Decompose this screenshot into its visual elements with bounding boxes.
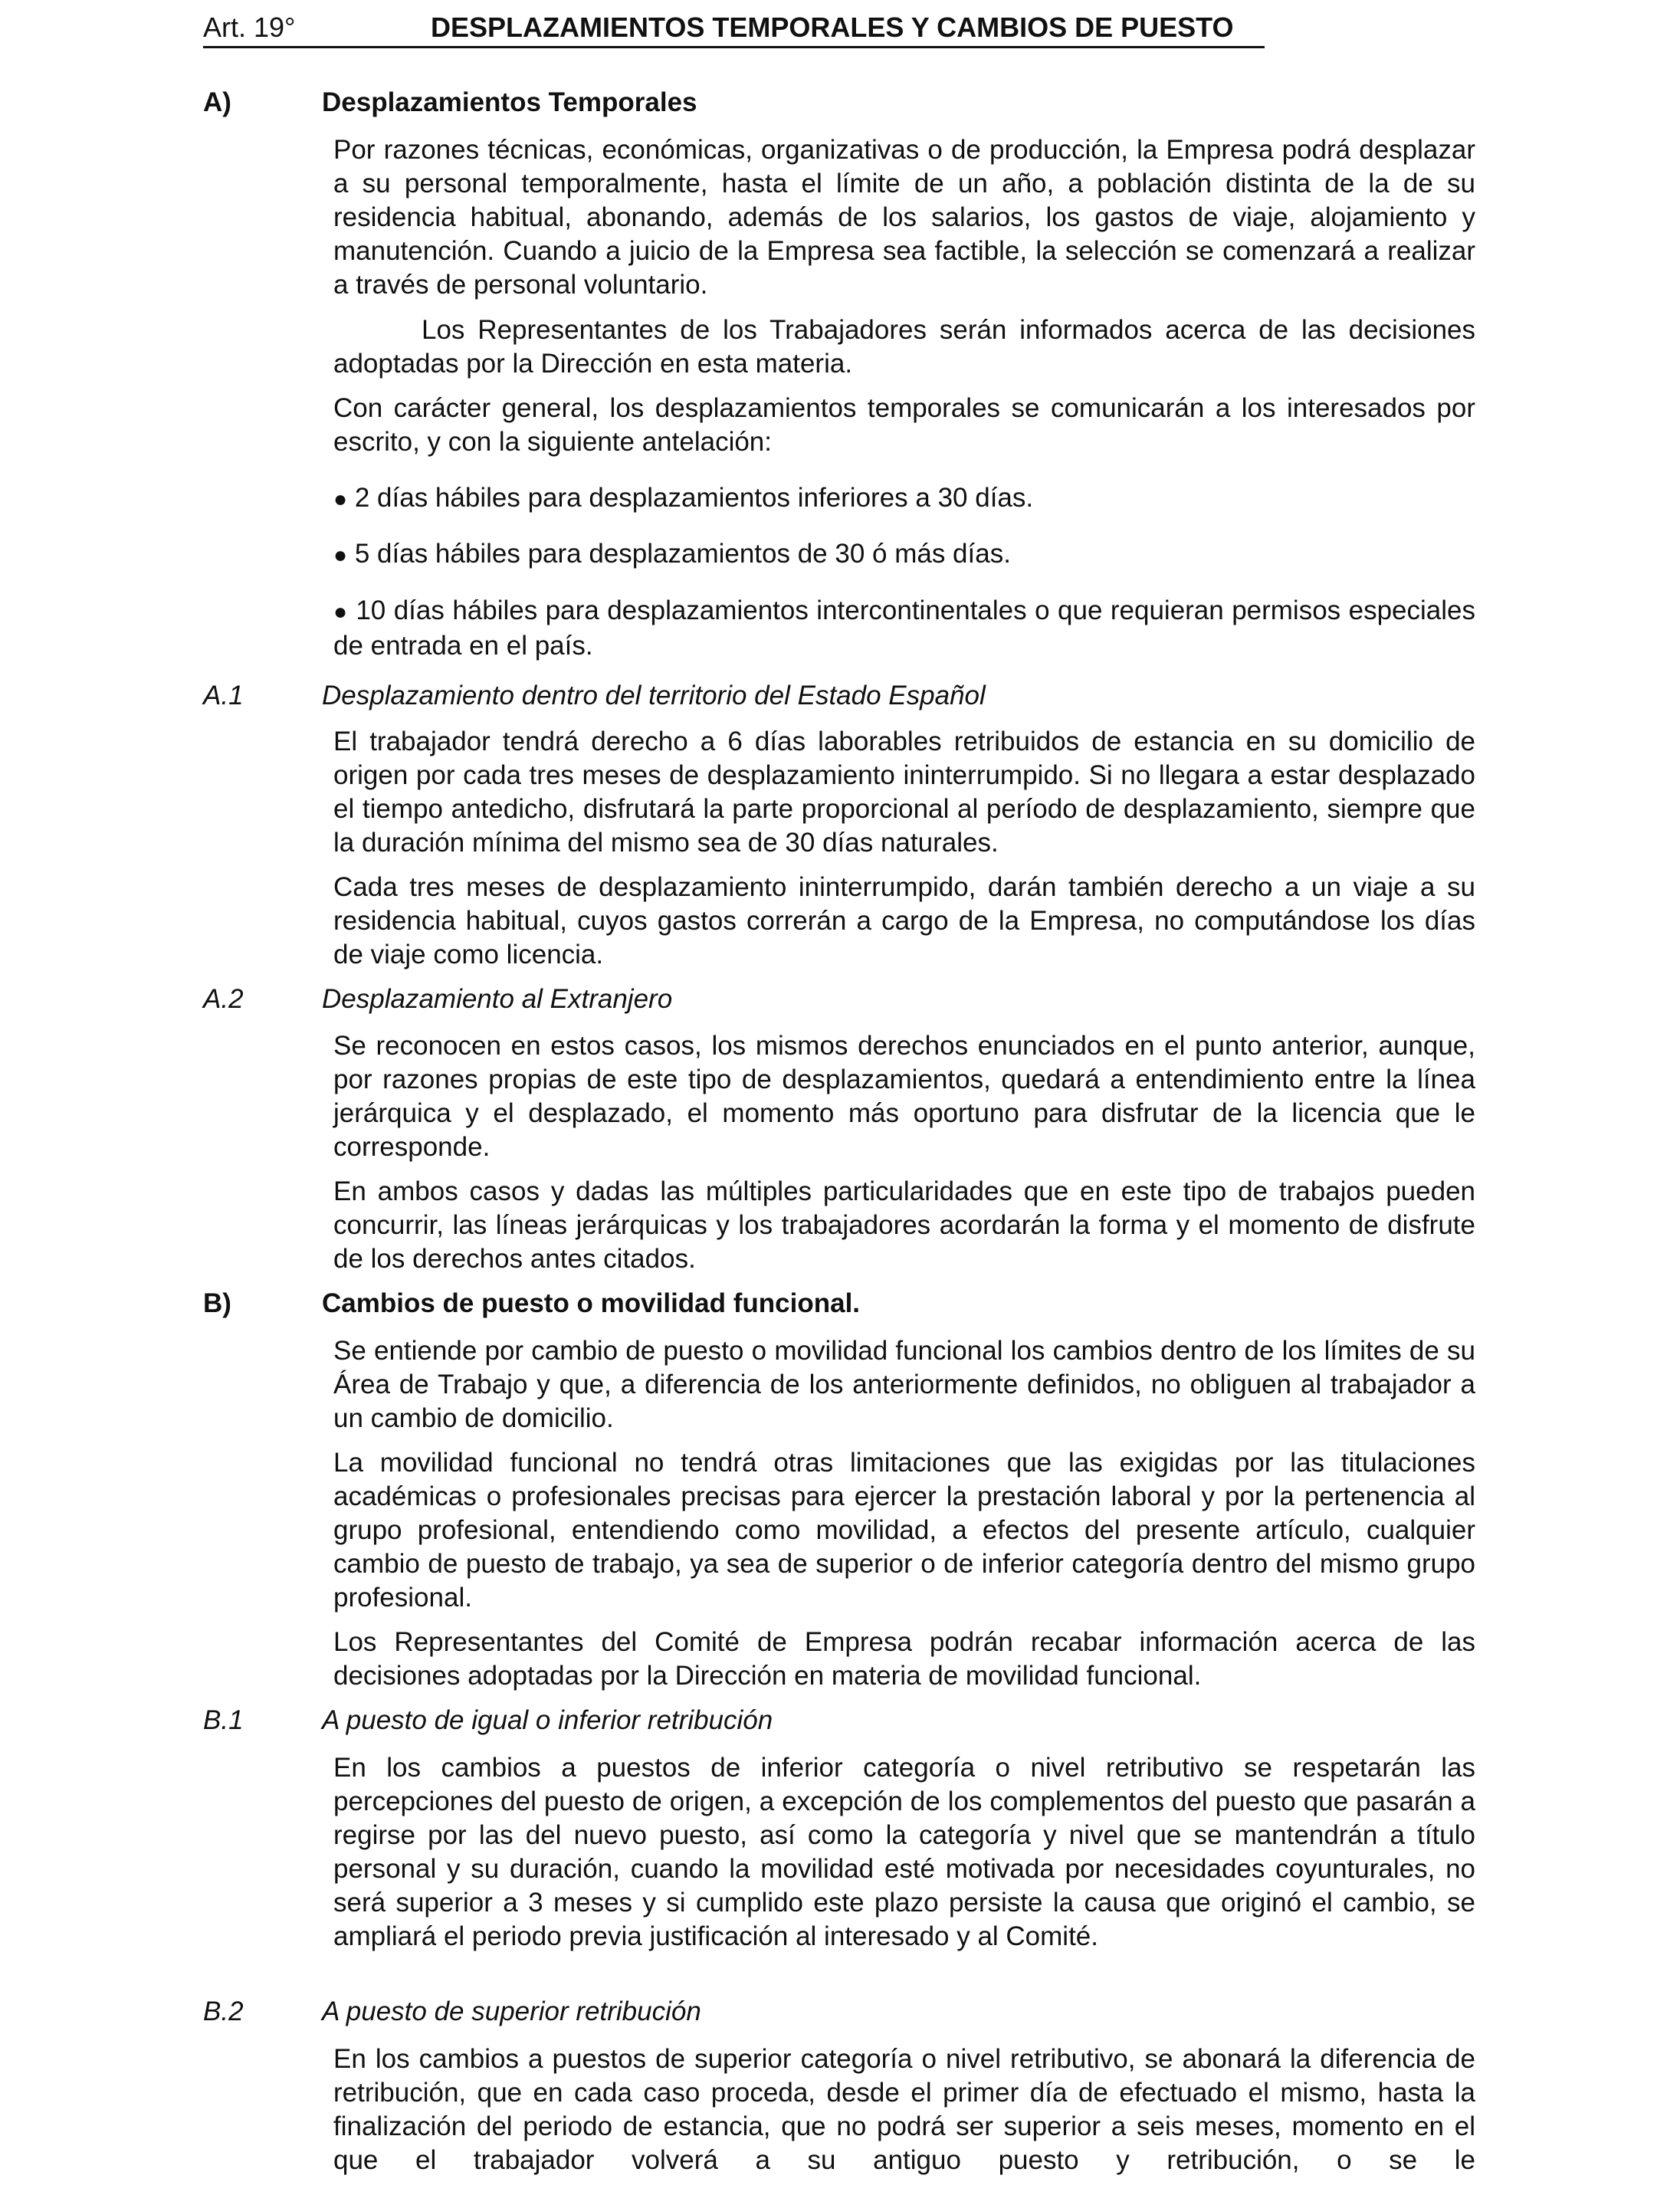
paragraph: Los Representantes del Comité de Empresa podrán recabar información acerca de las decisiones adoptadas por la Dirección en materia de movilidad funcional. bbox=[333, 1627, 1475, 1691]
paragraph: El trabajador tendrá derecho a 6 días laborables retribuidos de estancia en su domicilio de origen por cada tres meses de desplazamiento ininterrumpido. Si no llegara a estar desplazado el tiempo antedicho, disfrutará la parte proporcional al período de desplazamiento, siempre que la duración mínima del mismo sea de 30 días naturales. bbox=[333, 727, 1475, 858]
paragraph: La movilidad funcional no tendrá otras limitaciones que las exigidas por las titulaciones académicas o profesionales precisas para ejercer la prestación laboral y por la pertenencia al grupo profesional, entendiendo como movilidad, a efectos del presente artículo, cualquier cambio de puesto de trabajo, ya sea de superior o de inferior categoría dentro del mismo grupo profesional. bbox=[333, 1448, 1475, 1613]
section-heading-a2: Desplazamiento al Extranjero bbox=[322, 984, 673, 1014]
paragraph: En los cambios a puestos de inferior categoría o nivel retributivo se respetarán las percepciones del puesto de origen, a excepción de los complementos del puesto que pasarán a regirse por las del nuevo puesto, así como la categoría y nivel que se mantendrán a título personal y su duración, cuando la movilidad esté motivada por necesidades coyunturales, no será superior a 3 meses y si cumplido este plazo persiste la causa que originó el cambio, se ampliará el periodo previa justificación al interesado y al Comité. bbox=[333, 1753, 1475, 1951]
bullet-icon: ● bbox=[333, 599, 348, 625]
section-label-b1: B.1 bbox=[203, 1705, 244, 1735]
paragraph: Con carácter general, los desplazamientos temporales se comunicarán a los interesados por escrito, y con la siguiente antelación: bbox=[333, 393, 1475, 457]
paragraph: En ambos casos y dadas las múltiples particularidades que en este tipo de trabajos pueden concurrir, las líneas jerárquicas y los trabajadores acordarán la forma y el momento de disfrute de los derechos antes citados. bbox=[333, 1176, 1475, 1274]
section-label-a: A) bbox=[203, 87, 231, 117]
section-heading-b2: A puesto de superior retribución bbox=[322, 1996, 701, 2026]
article-title bbox=[203, 11, 1265, 48]
article-heading: DESPLAZAMIENTOS TEMPORALES Y CAMBIOS DE PUESTO bbox=[431, 11, 1234, 43]
section-label-b: B) bbox=[203, 1288, 231, 1318]
paragraph: Se entiende por cambio de puesto o movilidad funcional los cambios dentro de los límites de su Área de Trabajo y que, a diferencia de los anteriormente definidos, no obliguen al trabajador a un cambio de domicilio. bbox=[333, 1336, 1475, 1433]
bullet-icon: ● bbox=[333, 543, 348, 568]
section-heading-b1: A puesto de igual o inferior retribución bbox=[322, 1705, 773, 1735]
paragraph: Cada tres meses de desplazamiento ininterrumpido, darán también derecho a un viaje a su residencia habitual, cuyos gastos correrán a cargo de la Empresa, no computándose los días de viaje como licencia. bbox=[333, 872, 1475, 970]
bullet-item: ● 10 días hábiles para desplazamientos intercontinentales o que requieran permisos especiales de entrada en el país. bbox=[333, 596, 1476, 661]
section-label-a2: A.2 bbox=[203, 984, 244, 1014]
paragraph: Los Representantes de los Trabajadores serán informados acerca de las decisiones adoptadas por la Dirección en esta materia. bbox=[333, 315, 1475, 379]
section-heading-a1: Desplazamiento dentro del territorio del Estado Español bbox=[322, 681, 986, 710]
paragraph: Se reconocen en estos casos, los mismos derechos enunciados en el punto anterior, aunque, por razones propias de este tipo de desplazamientos, quedará a entendimiento entre la línea jerárquica y el desplazado, el momento más oportuno para disfrutar de la licencia que le corresponde. bbox=[333, 1031, 1475, 1162]
bullet-icon: ● bbox=[333, 487, 348, 512]
section-label-b2: B.2 bbox=[203, 1996, 244, 2026]
bullet-item: ● 2 días hábiles para desplazamientos inferiores a 30 días. bbox=[333, 483, 1034, 513]
paragraph: En los cambios a puestos de superior categoría o nivel retributivo, se abonará la diferencia de retribución, que en cada caso proceda, desde el primer día de efectuado el mismo, hasta la finalización del periodo de estancia, que no podrá ser superior a seis meses, momento en el que el trabajador volverá a su antiguo puesto y retribución, o se le bbox=[333, 2044, 1475, 2175]
section-heading-b: Cambios de puesto o movilidad funcional. bbox=[322, 1288, 861, 1318]
article-number: Art. 19° bbox=[203, 11, 296, 43]
section-label-a1: A.1 bbox=[203, 681, 244, 710]
paragraph: Por razones técnicas, económicas, organizativas o de producción, la Empresa podrá desplazar a su personal temporalmente, hasta el límite de un año, a población distinta de la de su residencia habitual, abonando, además de los salarios, los gastos de viaje, alojamiento y manutención. Cuando a juicio de la Empresa sea factible, la selección se comenzará a realizar a través de personal voluntario. bbox=[333, 135, 1475, 300]
bullet-item: ● 5 días hábiles para desplazamientos de 30 ó más días. bbox=[333, 539, 1011, 569]
section-heading-a: Desplazamientos Temporales bbox=[322, 87, 697, 117]
